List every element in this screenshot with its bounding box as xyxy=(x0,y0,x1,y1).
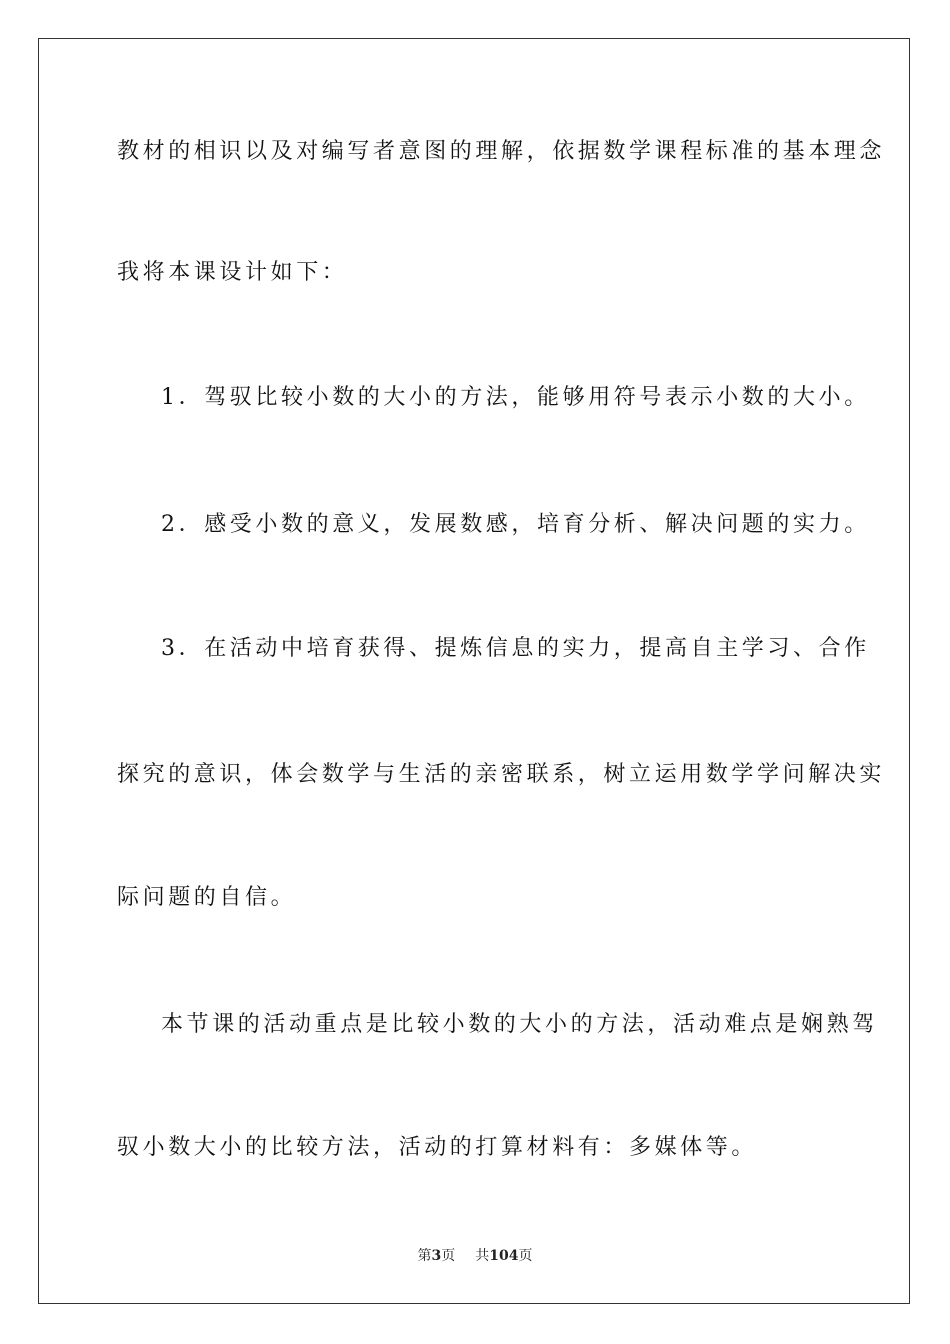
list-item-2: 2．感受小数的意义，发展数感，培育分析、解决问题的实力。 xyxy=(161,512,870,537)
page-border xyxy=(38,38,910,1304)
total-prefix: 共 xyxy=(475,1248,490,1264)
page-number: 3 xyxy=(431,1248,442,1264)
page-suffix: 页 xyxy=(441,1248,456,1264)
text-line: 驭小数大小的比较方法，活动的打算材料有：多媒体等。 xyxy=(117,1135,758,1160)
list-item-3: 3．在活动中培育获得、提炼信息的实力，提高自主学习、合作 xyxy=(161,636,870,661)
total-suffix: 页 xyxy=(518,1248,533,1264)
text-line: 教材的相识以及对编写者意图的理解，依据数学课程标准的基本理念 xyxy=(117,139,886,164)
text-line: 我将本课设计如下： xyxy=(117,260,348,285)
text-line: 际问题的自信。 xyxy=(117,885,297,910)
page-footer xyxy=(0,1247,950,1265)
page-prefix: 第 xyxy=(417,1248,432,1264)
text-line: 探究的意识，体会数学与生活的亲密联系，树立运用数学学问解决实 xyxy=(117,762,886,787)
paragraph-start: 本节课的活动重点是比较小数的大小的方法，活动难点是娴熟驾 xyxy=(161,1012,878,1037)
total-pages: 104 xyxy=(489,1248,519,1264)
list-item-1: 1．驾驭比较小数的大小的方法，能够用符号表示小数的大小。 xyxy=(161,385,870,410)
